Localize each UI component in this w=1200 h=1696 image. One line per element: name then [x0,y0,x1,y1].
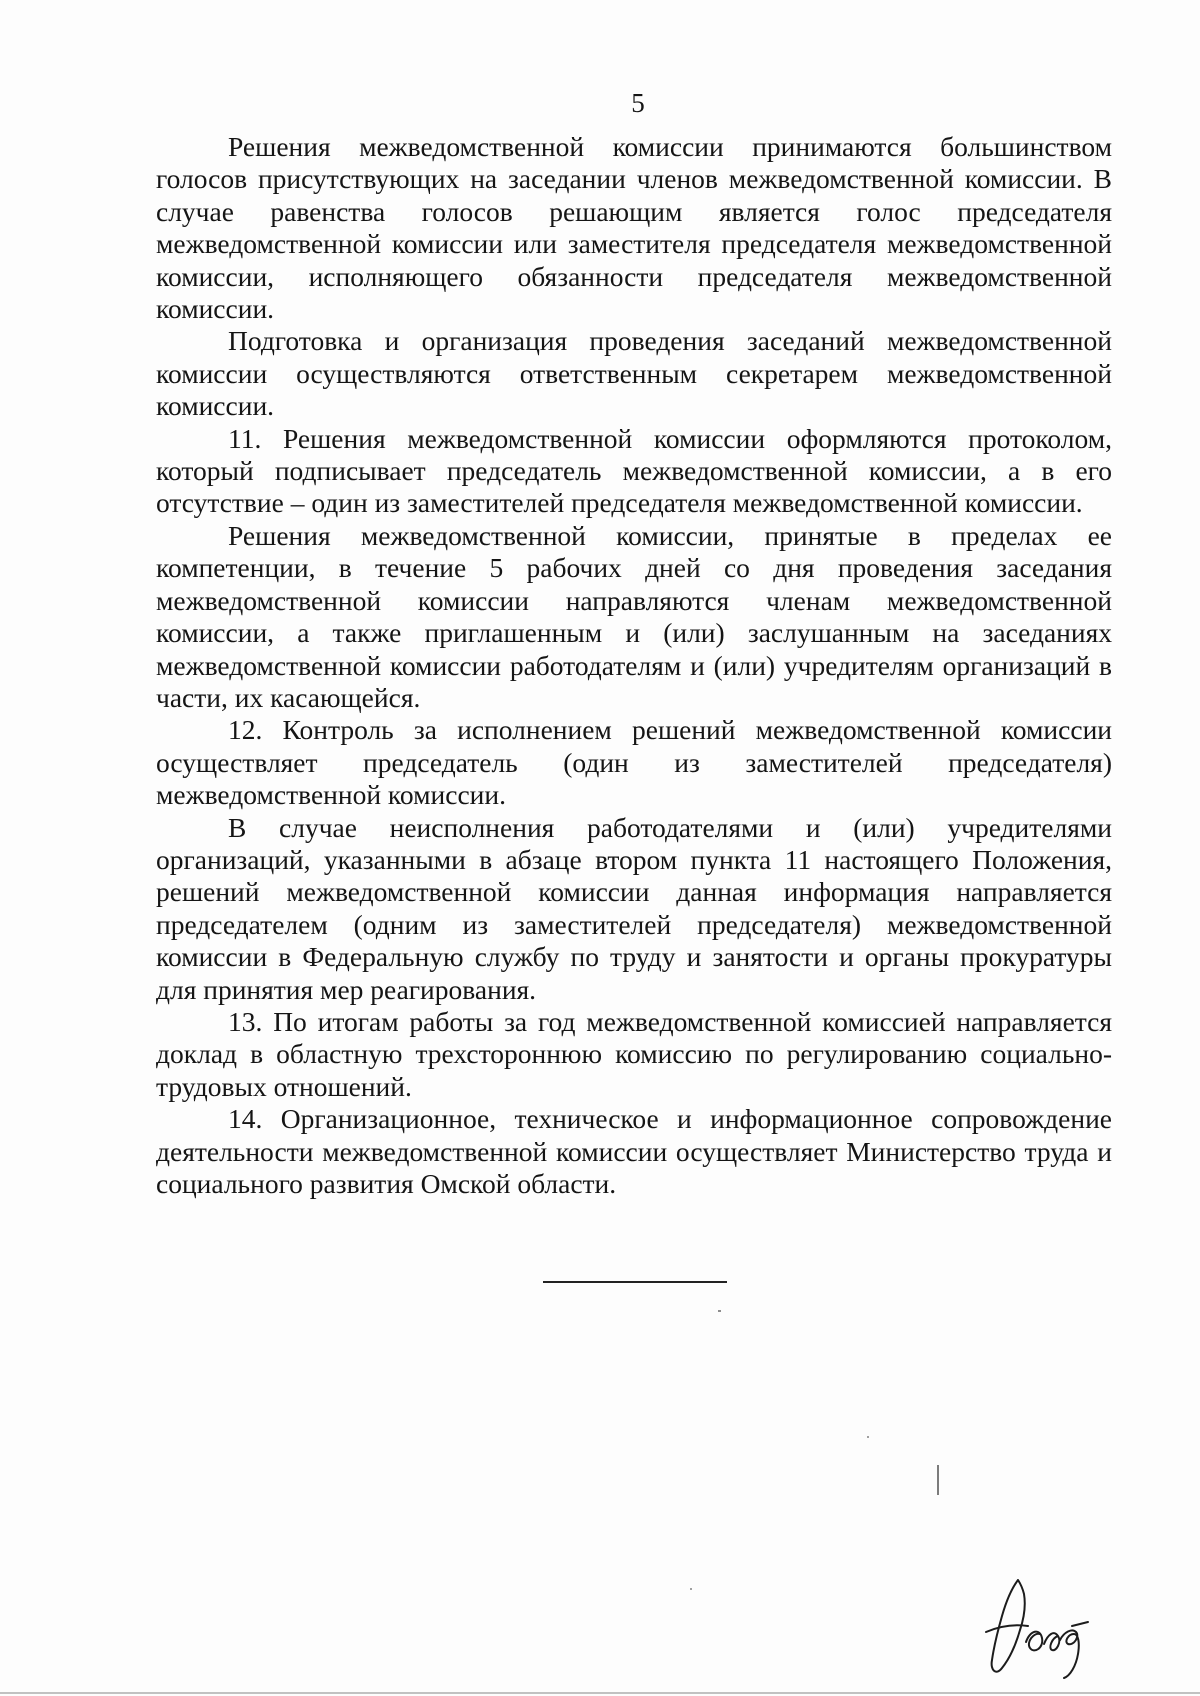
paragraph-item-13-report: 13. По итогам работы за год межведомственной комиссией направляется доклад в областную трехстороннюю комиссию по регулированию социально-трудовых отношений. [156,1005,1112,1102]
scan-artifact-mark [937,1465,939,1495]
paragraph-decisions-voting: Решения межведомственной комиссии принимаются большинством голосов присутствующих на заседании членов межведомственной комиссии. В случае равенства голосов решающим является голос председателя межведомственной комиссии или заместителя председателя межведомственной комиссии, исполняющего обязанности председателя межведомственной комиссии. [156,131,1112,325]
paragraph-non-compliance: В случае неисполнения работодателями и (или) учредителями организаций, указанными в абзаце втором пункта 11 настоящего Положения, решений межведомственной комиссии данная информация направляется председателем (одним из заместителей председателя) межведомственной комиссии в Федеральную службу по труду и занятости и органы прокуратуры для принятия мер реагирования. [156,811,1112,1005]
document-body [156,131,1112,1200]
scan-artifact-dot [690,1588,692,1590]
handwritten-signature [976,1568,1094,1686]
end-separator-line [543,1281,727,1283]
paragraph-item-12-control: 12. Контроль за исполнением решений межведомственной комиссии осуществляет председатель (один из заместителей председателя) межведомственной комиссии. [156,714,1112,811]
scan-artifact-dot [718,1310,721,1312]
scan-bottom-edge [0,1692,1200,1694]
paragraph-item-14-support: 14. Организационное, техническое и информационное сопровождение деятельности межведомственной комиссии осуществляет Министерство труда и социального развития Омской области. [156,1103,1112,1199]
paragraph-meeting-preparation: Подготовка и организация проведения заседаний межведомственной комиссии осуществляются ответственным секретарем межведомственной комиссии. [156,325,1112,422]
paragraph-decisions-distribution: Решения межведомственной комиссии, принятые в пределах ее компетенции, в течение 5 рабочих дней со дня проведения заседания межведомственной комиссии направляются членам межведомственной комиссии, а также приглашенным и (или) заслушанным на заседаниях межведомственной комиссии работодателям и (или) учредителям организаций в части, их касающейся. [156,519,1112,713]
page-number: 5 [631,88,645,118]
paragraph-item-11-protocol: 11. Решения межведомственной комиссии оформляются протоколом, который подписывает председатель межведомственной комиссии, а в его отсутствие – один из заместителей председателя межведомственной комиссии. [156,422,1112,519]
scan-artifact-dot [867,1436,869,1438]
